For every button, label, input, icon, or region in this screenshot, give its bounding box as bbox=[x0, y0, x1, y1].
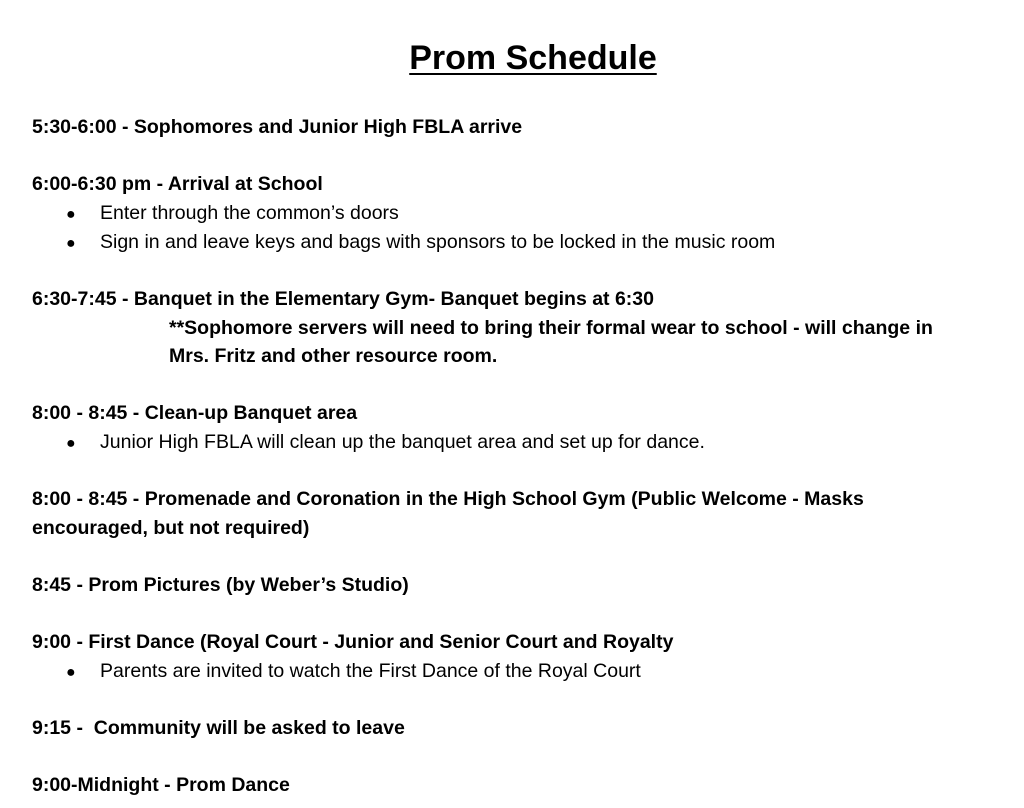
schedule-item-heading: 8:00 - 8:45 - Promenade and Coronation in the High School Gym (Public Welcome - Masks bbox=[32, 488, 864, 510]
schedule-item-heading: 6:00-6:30 pm - Arrival at School bbox=[32, 173, 323, 195]
schedule-item-heading: 9:00-Midnight - Prom Dance bbox=[32, 774, 290, 796]
list-item-text: Enter through the common’s doors bbox=[100, 202, 399, 224]
schedule-item-heading: encouraged, but not required) bbox=[32, 517, 310, 539]
list-item bbox=[66, 657, 641, 688]
schedule-item-heading: 5:30-6:00 - Sophomores and Junior High FBLA arrive bbox=[32, 116, 523, 138]
bullet-icon: ● bbox=[66, 435, 76, 452]
schedule-item-heading: 9:15 - Community will be asked to leave bbox=[32, 717, 405, 739]
list-item bbox=[66, 199, 399, 230]
list-item-text: Junior High FBLA will clean up the banquet area and set up for dance. bbox=[100, 431, 705, 453]
schedule-item-heading: 9:00 - First Dance (Royal Court - Junior and Senior Court and Royalty bbox=[32, 631, 674, 653]
schedule-note: Mrs. Fritz and other resource room. bbox=[169, 345, 498, 367]
bullet-icon: ● bbox=[66, 235, 76, 252]
schedule-note: **Sophomore servers will need to bring their formal wear to school - will change in bbox=[169, 317, 933, 339]
schedule-item-heading: 8:00 - 8:45 - Clean-up Banquet area bbox=[32, 402, 358, 424]
list-item-text: Parents are invited to watch the First Dance of the Royal Court bbox=[100, 660, 641, 682]
bullet-icon: ● bbox=[66, 664, 76, 681]
bullet-icon: ● bbox=[66, 206, 76, 223]
page-title: Prom Schedule bbox=[409, 39, 657, 77]
schedule-item-heading: 6:30-7:45 - Banquet in the Elementary Gym- Banquet begins at 6:30 bbox=[32, 288, 654, 310]
schedule-item-heading: 8:45 - Prom Pictures (by Weber’s Studio) bbox=[32, 574, 409, 596]
list-item bbox=[66, 428, 705, 459]
list-item-text: Sign in and leave keys and bags with sponsors to be locked in the music room bbox=[100, 231, 776, 253]
list-item bbox=[66, 228, 775, 259]
